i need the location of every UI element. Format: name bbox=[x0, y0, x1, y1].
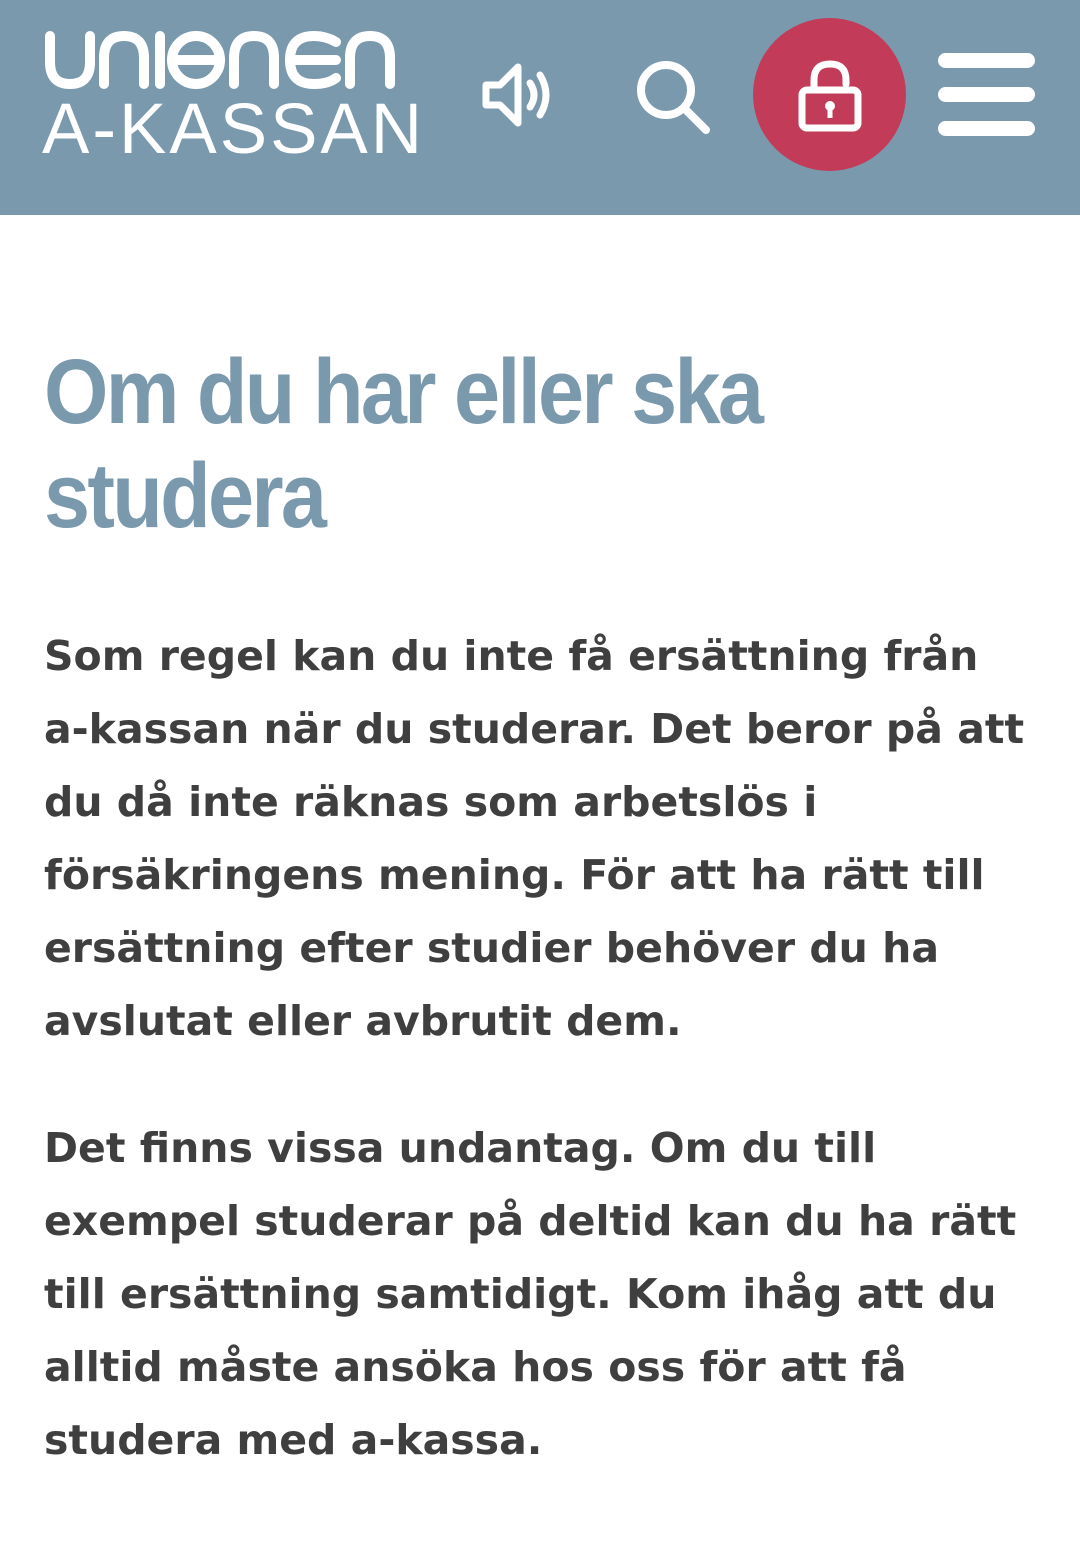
login-button[interactable] bbox=[753, 18, 906, 171]
main-content bbox=[44, 340, 1034, 1464]
unionen-a-kassan-logo[interactable] bbox=[42, 28, 426, 169]
listen-button[interactable] bbox=[470, 50, 560, 140]
unionen-wordmark bbox=[44, 28, 406, 90]
menu-button[interactable] bbox=[930, 45, 1042, 145]
search-icon bbox=[632, 56, 712, 136]
logo-subtitle: A-KASSAN bbox=[42, 90, 426, 169]
site-header bbox=[0, 0, 1080, 215]
body-paragraph: Det finns vissa undantag. Om du till exempel studerar på deltid kan du ha rätt till ersättning samtidigt. Kom ihåg att du alltid måste ansöka hos oss för att få studera med a-kassa. bbox=[44, 1124, 1017, 1464]
lock-icon bbox=[798, 58, 862, 132]
search-button[interactable] bbox=[626, 50, 718, 142]
speaker-icon bbox=[480, 55, 550, 135]
page-title: Om du har eller ska studera bbox=[44, 341, 762, 547]
body-paragraph: Som regel kan du inte få ersättning från a-kassan när du studerar. Det beror på att du då inte räknas som arbetslös i försäkringens mening. För att ha rätt till ersättning efter studier behöver du ha avslutat eller avbrutit dem. bbox=[44, 632, 1025, 1045]
